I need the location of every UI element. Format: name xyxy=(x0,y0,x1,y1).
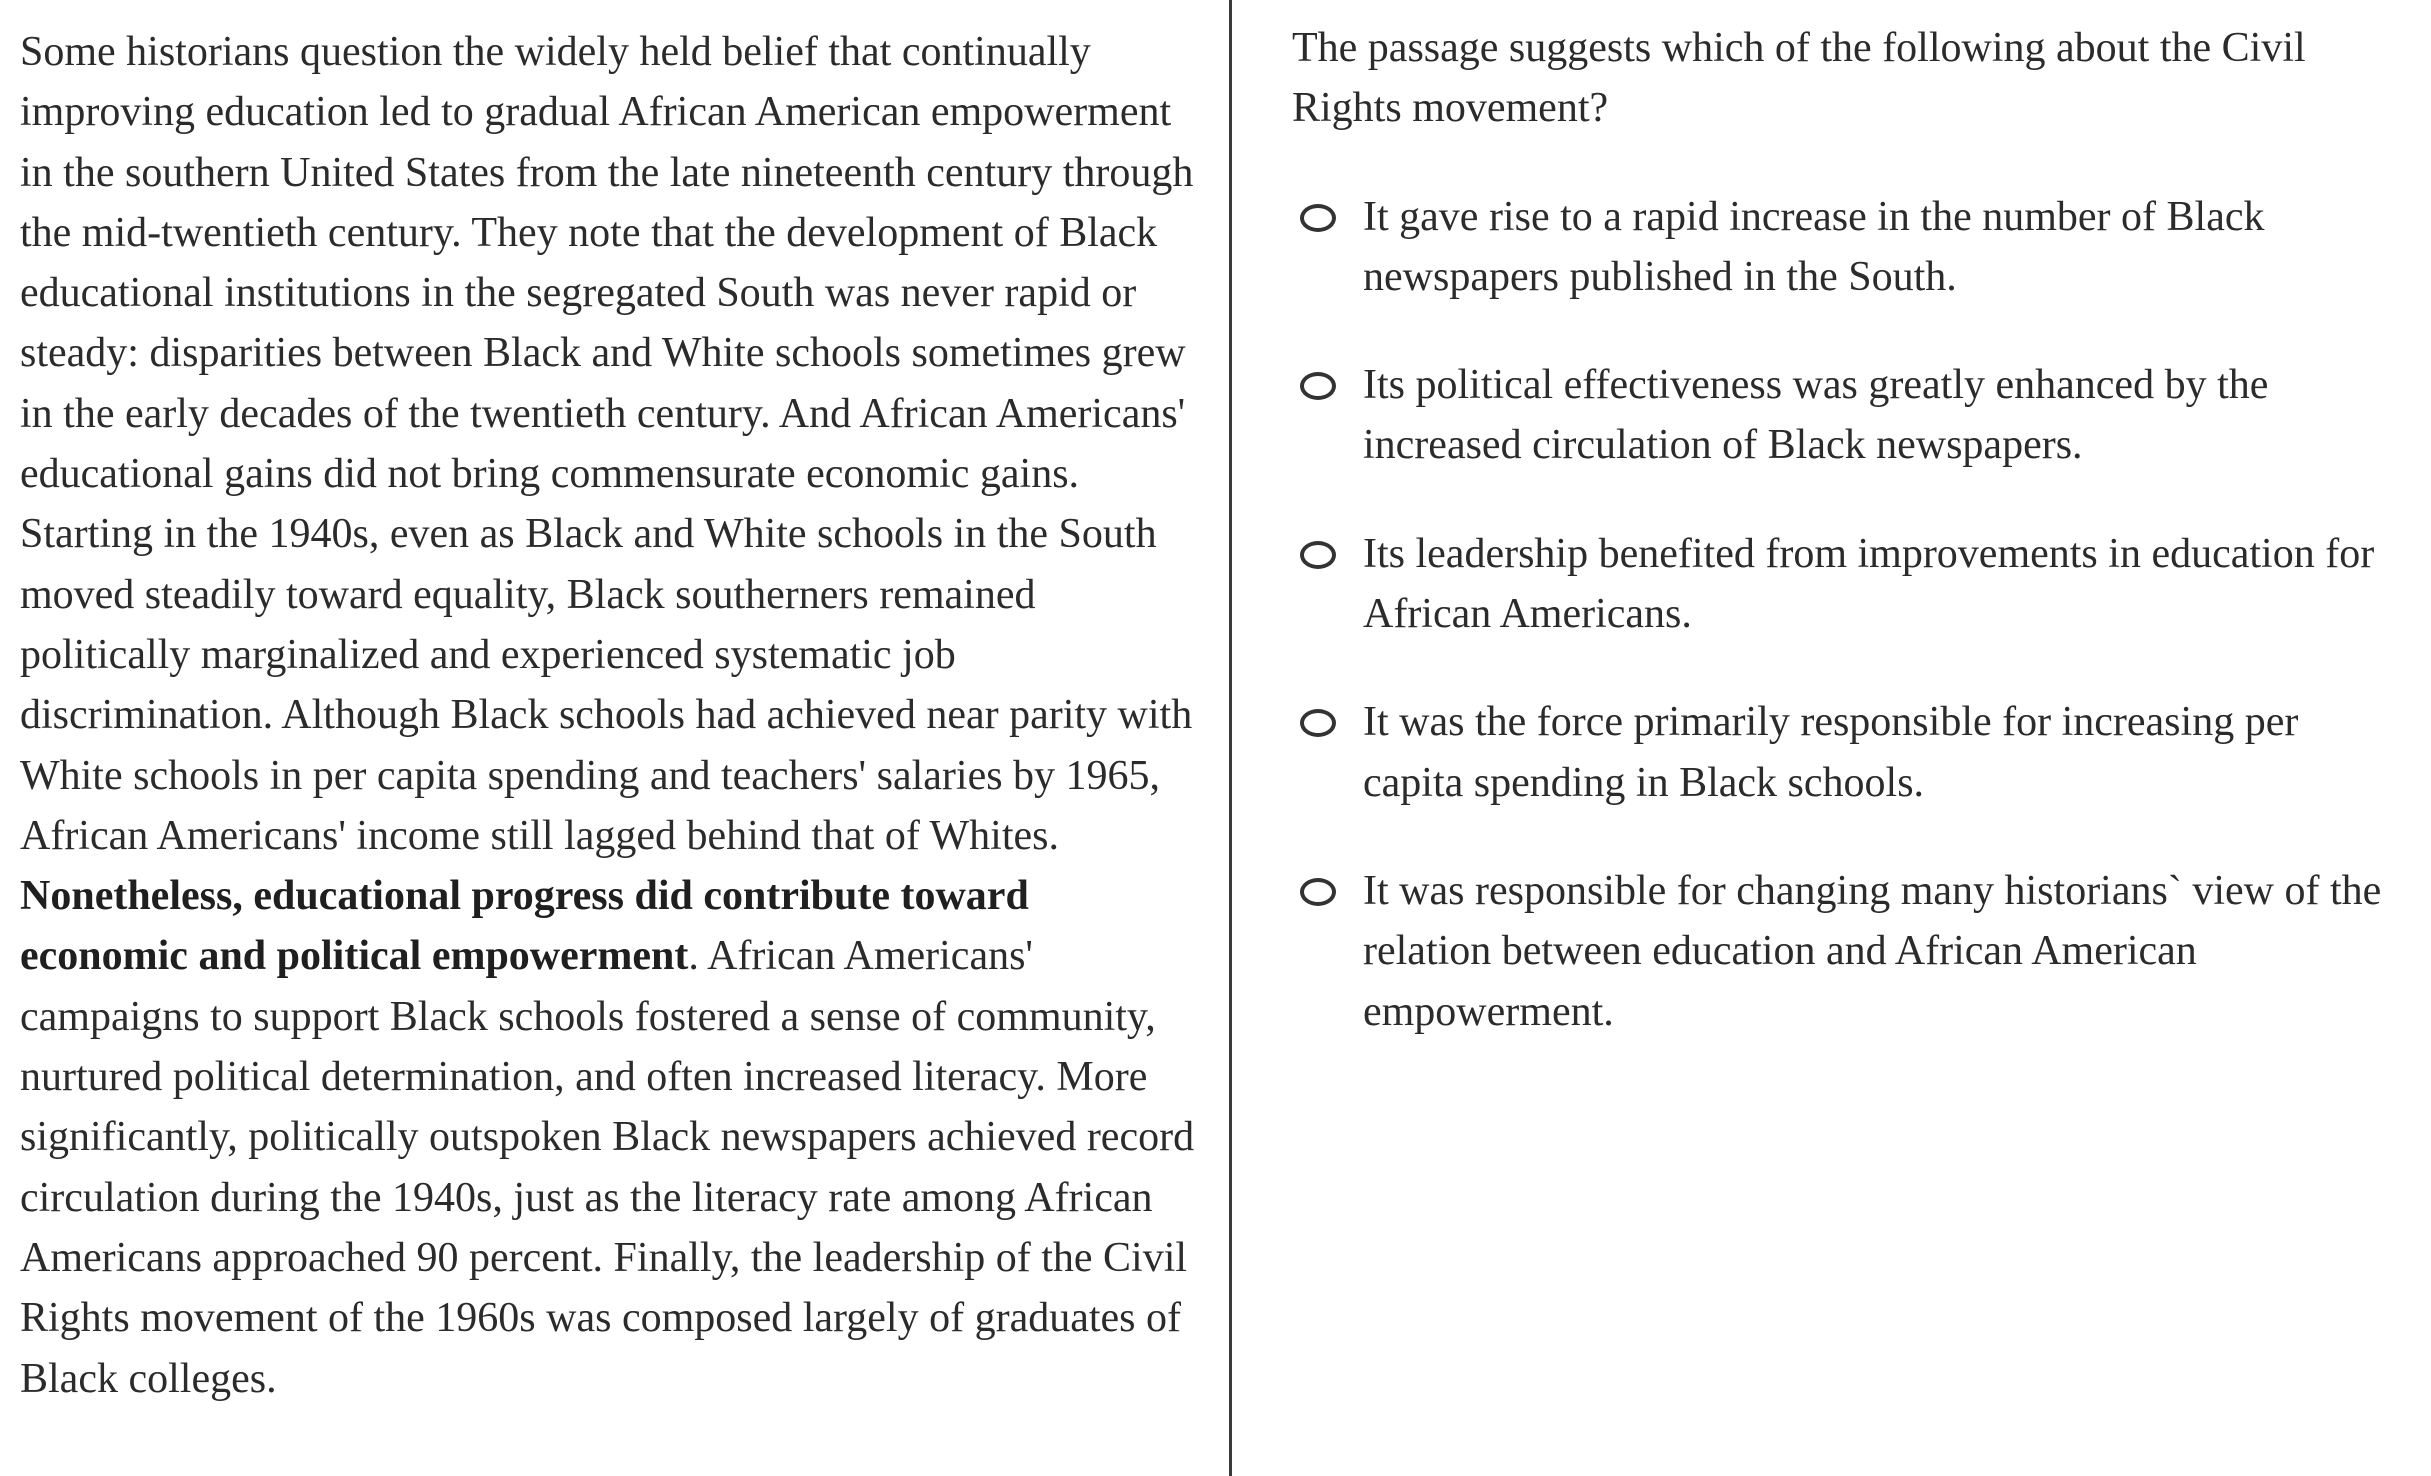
answer-choices xyxy=(1292,187,2431,1042)
question-pane xyxy=(1232,0,2431,1476)
answer-choice-label: Its leadership benefited from improvements in education for African Americans. xyxy=(1363,530,2375,638)
answer-choice-e[interactable] xyxy=(1292,861,2431,1042)
answer-choice-label: Its political effectiveness was greatly enhanced by the increased circulation of Black newspapers. xyxy=(1363,362,2269,469)
answer-choice-label: It gave rise to a rapid increase in the number of Black newspapers published in the South. xyxy=(1363,193,2265,300)
answer-choice-label: It was the force primarily responsible for increasing per capita spending in Black schools. xyxy=(1363,699,2299,806)
question-prompt: The passage suggests which of the following about the Civil Rights movement? xyxy=(1292,25,2306,132)
passage-text-after-bold: . African Americans' campaigns to support Black schools fostered a sense of community, nurtured political determination, and often increased literacy. More significantly, politically outspoken Black newspapers achieved record circulation during the 1940s, just as the literacy rate among African Americans approached 90 percent. Finally, the leadership of the Civil Rights movement of the 1960s was composed largely of graduates of Black colleges. xyxy=(20,933,1195,1402)
radio-unselected-icon[interactable] xyxy=(1300,204,1336,232)
radio-unselected-icon[interactable] xyxy=(1300,709,1336,737)
answer-choice-c[interactable] xyxy=(1292,524,2431,645)
radio-unselected-icon[interactable] xyxy=(1300,372,1336,400)
answer-choice-b[interactable] xyxy=(1292,355,2431,476)
answer-choice-label: It was responsible for changing many historians` view of the relation between education and African American empowerment. xyxy=(1363,867,2382,1035)
reading-passage xyxy=(20,22,1200,1409)
answer-choice-d[interactable] xyxy=(1292,692,2431,813)
passage-text-before-bold: Some historians question the widely held belief that continually improving education led to gradual African American empowerment in the southern United States from the late nineteenth century through the mid-twentieth century. They note that the development of Black educational institutions in the segregated South was never rapid or steady: disparities between Black and White schools sometimes grew in the early decades of the twentieth century. And African Americans' educational gains did not bring commensurate economic gains. Starting in the 1940s, even as Black and White schools in the South moved steadily toward equality, Black southerners remained politically marginalized and experienced systematic job discrimination. Although Black schools had achieved near parity with White schools in per capita spending and teachers' salaries by 1965, African Americans' income still lagged behind that of Whites. xyxy=(20,29,1194,859)
radio-unselected-icon[interactable] xyxy=(1300,541,1336,569)
passage-bold-sentence: Nonetheless, educational progress did contribute toward economic and political empowerment xyxy=(20,873,1029,980)
radio-unselected-icon[interactable] xyxy=(1300,878,1336,906)
passage-paragraph xyxy=(20,22,1200,1409)
answer-choice-a[interactable] xyxy=(1292,187,2431,308)
